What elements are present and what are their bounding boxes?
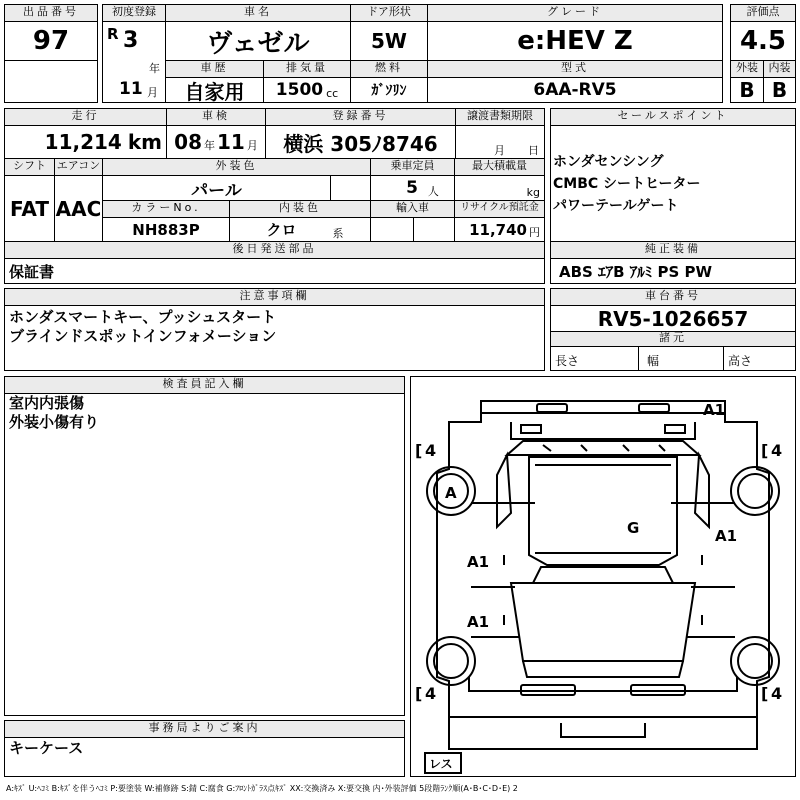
capacity-box <box>370 175 455 201</box>
int-color: クロ <box>266 221 297 239</box>
lot-number-label: 出品番号 <box>4 4 98 22</box>
sales-points-label: セールスポイント <box>550 108 796 126</box>
import-box-a <box>370 217 414 242</box>
history: 自家用 <box>165 77 264 103</box>
exterior-label: 外装 <box>730 60 764 78</box>
capacity-unit: 人 <box>427 185 439 198</box>
first-reg-label: 初度登録 <box>102 4 166 22</box>
mark-right-front-door: A1 <box>715 527 738 545</box>
office-box <box>4 737 405 777</box>
spec-height-box <box>723 346 796 371</box>
first-reg-year: 3 <box>123 28 139 53</box>
mileage-label: 走行 <box>4 108 167 126</box>
inspector-notes: 室内内張傷 外装小傷有り <box>9 394 100 431</box>
specs-label: 諸元 <box>550 331 796 347</box>
recycle: 11,740 <box>469 220 527 239</box>
car-name-label: 車名 <box>165 4 351 22</box>
displacement-box <box>263 77 351 103</box>
era-label: R <box>107 25 119 43</box>
spec-width-box <box>638 346 724 371</box>
spec-height-label: 高さ <box>728 354 753 368</box>
reg-number: 横浜 305ﾉ8746 <box>265 125 456 159</box>
ext-color-extra <box>330 175 371 201</box>
displacement-unit: cc <box>326 86 339 100</box>
tire-fr: 4 <box>771 441 783 460</box>
first-reg-year-unit: 年 <box>149 62 160 75</box>
int-color-box <box>229 217 371 242</box>
tire-rr-bracket: [ <box>761 684 769 703</box>
chassis-number: RV5-1026657 <box>550 305 796 332</box>
door-label: ドア形状 <box>350 4 428 22</box>
mark-left-rear-door: A1 <box>467 613 490 631</box>
mileage-box <box>4 125 167 159</box>
inspection-label: 車検 <box>166 108 266 126</box>
mark-left-front-fender: A <box>445 484 457 502</box>
history-label: 車歴 <box>165 60 264 78</box>
tire-rl-bracket: [ <box>415 684 423 703</box>
tire-fl-bracket: [ <box>415 441 423 460</box>
import-box-b <box>413 217 455 242</box>
mark-front-bumper: A1 <box>703 401 726 419</box>
model: 6AA-RV5 <box>427 77 723 103</box>
max-load-unit: kg <box>526 185 540 199</box>
spec-width-label: 幅 <box>647 354 660 368</box>
spare-tire: レス <box>429 757 453 771</box>
ext-color-label: 外装色 <box>102 158 371 176</box>
office-notes: キーケース <box>9 739 84 757</box>
tire-rl: 4 <box>425 684 437 703</box>
reg-number-label: 登録番号 <box>265 108 456 126</box>
first-reg-month-unit: 月 <box>147 86 158 99</box>
exterior-grade: B <box>730 77 764 103</box>
transfer-day-unit: 日 <box>528 144 539 157</box>
car-name: ヴェゼル <box>165 21 351 61</box>
score-label: 評価点 <box>730 4 796 22</box>
mileage: 11,214 <box>44 130 122 154</box>
ac-label: エアコン <box>54 158 103 176</box>
int-color-label: 内装色 <box>229 200 371 218</box>
grade: e:HEV Z <box>427 21 723 61</box>
max-load-box <box>454 175 545 201</box>
shift: FAT <box>4 175 55 242</box>
tire-fr-bracket: [ <box>761 441 769 460</box>
spec-length-box <box>550 346 639 371</box>
legend: A:ｷｽﾞ U:ﾍｺﾐ B:ｷｽﾞを伴うﾍｺﾐ P:要塗装 W:補修跡 S:錆 C:腐食 G:ﾌﾛﾝﾄｶﾞﾗｽ点ｷｽﾞ XX:交換済み X:要交換 内･外装評価 5段階ﾗﾝｸ順(A･B･C･D･E) 2 <box>6 784 518 793</box>
color-no-label: カラーNo. <box>102 200 230 218</box>
max-load-label: 最大積載量 <box>454 158 545 176</box>
inspection-year: 08 <box>174 130 202 154</box>
door-type: 5W <box>350 21 428 61</box>
recycle-label: リサイクル預託金 <box>454 200 545 218</box>
car-diagram <box>410 376 796 777</box>
inspection-month: 11 <box>217 130 245 154</box>
transfer-month-unit: 月 <box>494 144 505 157</box>
first-reg-month: 11 <box>119 79 143 99</box>
transfer-label: 譲渡書類期限 <box>455 108 545 126</box>
inspection-month-unit: 月 <box>246 139 258 152</box>
sales-points-box <box>550 125 796 242</box>
recycle-box <box>454 217 545 242</box>
car-diagram-svg <box>411 377 795 776</box>
first-reg-box <box>102 21 166 103</box>
office-label: 事務局よりご案内 <box>4 720 405 738</box>
fuel-label: 燃料 <box>350 60 428 78</box>
grade-label: グレード <box>427 4 723 22</box>
int-color-unit: 系 <box>332 226 344 240</box>
capacity: 5 <box>406 178 418 198</box>
color-no: NH883P <box>102 217 230 242</box>
chassis-label: 車台番号 <box>550 288 796 306</box>
fuel: ｶﾞｿﾘﾝ <box>350 77 428 103</box>
tire-rr: 4 <box>771 684 783 703</box>
notes-label: 注意事項欄 <box>4 288 545 306</box>
equipment: ABS ｴｱB ｱﾙﾐ PS PW <box>550 258 796 284</box>
shift-label: シフト <box>4 158 55 176</box>
inspection-box <box>166 125 266 159</box>
sales-points: ホンダセンシング CMBC シートヒーター パワーテールゲート <box>553 154 701 214</box>
import-label: 輸入車 <box>370 200 455 218</box>
mark-roof: G <box>627 519 640 537</box>
displacement-label: 排気量 <box>263 60 351 78</box>
score: 4.5 <box>730 21 796 61</box>
spec-length-label: 長さ <box>555 354 580 368</box>
recycle-unit: 円 <box>529 225 540 239</box>
lot-number-blank <box>4 60 98 103</box>
later-parts-label: 後日発送部品 <box>4 241 545 259</box>
tire-fl: 4 <box>425 441 437 460</box>
later-parts: 保証書 <box>4 258 545 284</box>
mileage-unit: km <box>127 130 162 154</box>
ext-color: パール <box>102 175 331 201</box>
model-label: 型式 <box>427 60 723 78</box>
lot-number: 97 <box>4 21 98 61</box>
mark-left-front-door: A1 <box>467 553 490 571</box>
equipment-label: 純正装備 <box>550 241 796 259</box>
ac: AAC <box>54 175 103 242</box>
capacity-label: 乗車定員 <box>370 158 455 176</box>
notes: ホンダスマートキー、プッシュスタート ブラインドスポットインフォメーション <box>9 308 277 345</box>
displacement: 1500 <box>275 80 324 100</box>
interior-label: 内装 <box>763 60 796 78</box>
inspection-year-unit: 年 <box>204 139 215 152</box>
transfer-box <box>455 125 545 159</box>
notes-box <box>4 305 545 371</box>
inspector-label: 検査員記入欄 <box>4 376 405 394</box>
inspector-box <box>4 393 405 716</box>
interior-grade: B <box>763 77 796 103</box>
